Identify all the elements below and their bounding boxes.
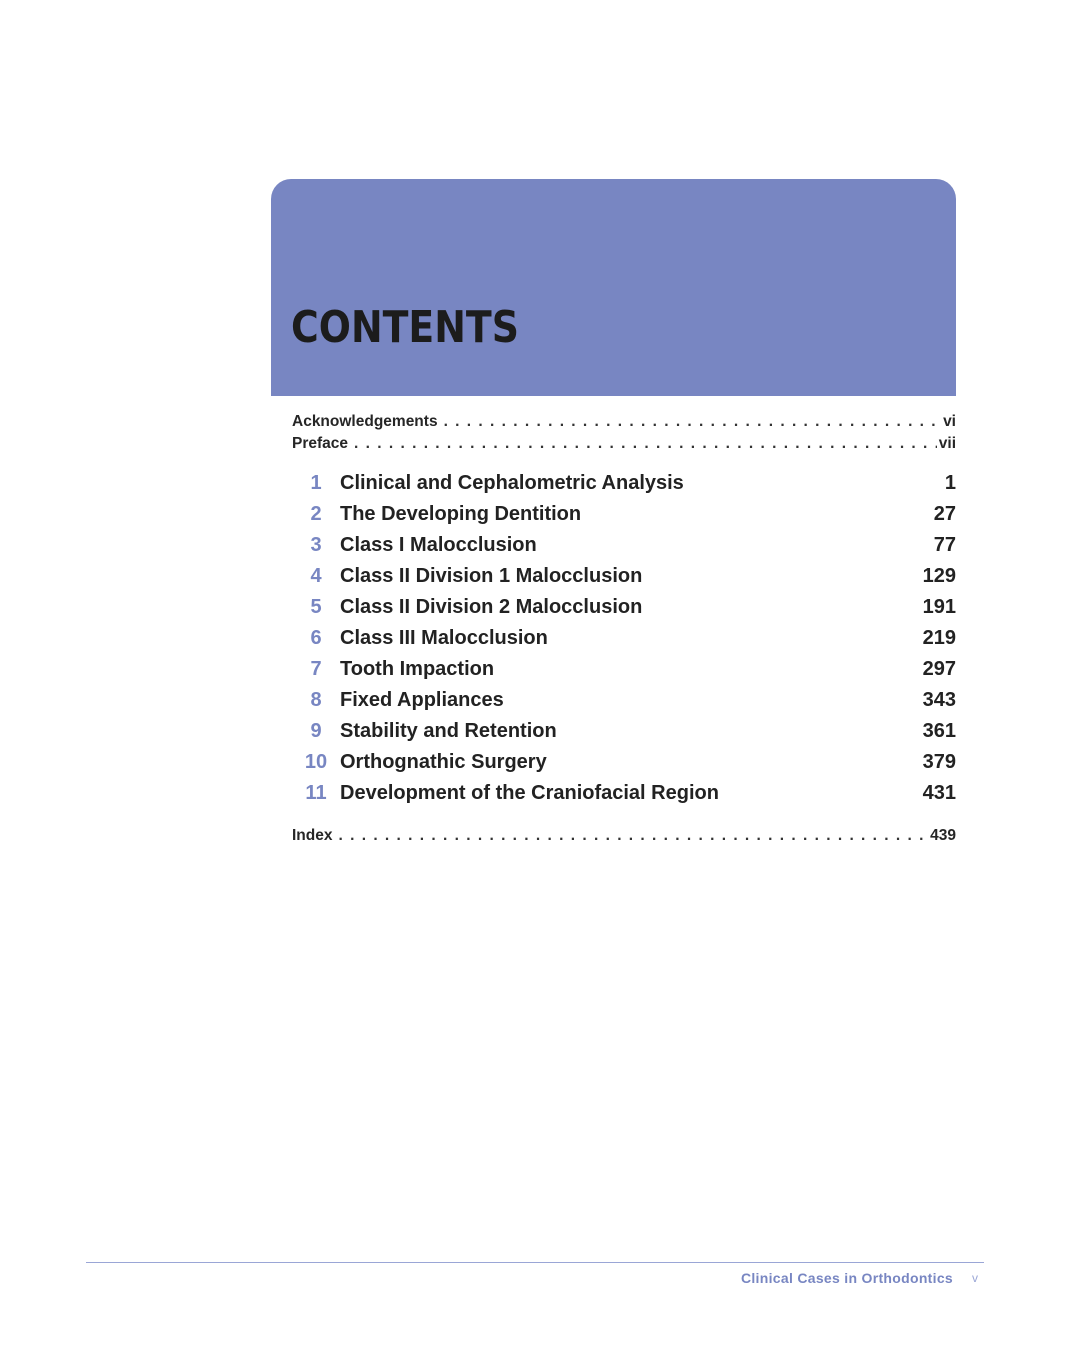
chapter-title: Orthognathic Surgery — [340, 751, 547, 773]
chapter-title: Class II Division 1 Malocclusion — [340, 565, 643, 587]
chapter-page: 77 — [933, 534, 956, 556]
chapter-row-11[interactable] — [292, 782, 956, 813]
back-matter-list — [292, 827, 956, 849]
chapter-page: 379 — [922, 751, 956, 773]
chapter-title: The Developing Dentition — [340, 503, 582, 525]
toc-entry-label: Acknowledgements — [292, 413, 438, 430]
chapter-page: 219 — [922, 627, 956, 649]
chapter-page: 297 — [922, 658, 956, 680]
chapter-row-2[interactable] — [292, 503, 956, 534]
chapter-page: 1 — [944, 472, 956, 494]
chapter-row-10[interactable] — [292, 751, 956, 782]
chapter-row-6[interactable] — [292, 627, 956, 658]
footer-page-number: v — [972, 1271, 978, 1285]
dot-leader — [338, 827, 928, 845]
chapter-number: 3 — [310, 534, 322, 556]
dot-leader — [444, 413, 942, 431]
chapter-title: Class II Division 2 Malocclusion — [340, 596, 643, 618]
chapter-title: Class III Malocclusion — [340, 627, 548, 649]
contents-header-banner — [271, 179, 956, 396]
chapter-title: Stability and Retention — [340, 720, 557, 742]
chapter-row-7[interactable] — [292, 658, 956, 689]
chapter-title: Fixed Appliances — [340, 689, 504, 711]
chapter-row-5[interactable] — [292, 596, 956, 627]
chapter-title: Class I Malocclusion — [340, 534, 537, 556]
chapter-number: 8 — [310, 689, 322, 711]
chapter-number: 2 — [310, 503, 322, 525]
dot-leader — [354, 435, 937, 453]
chapter-number: 6 — [310, 627, 322, 649]
chapter-number: 7 — [310, 658, 322, 680]
chapter-number: 5 — [310, 596, 322, 618]
chapter-page: 129 — [922, 565, 956, 587]
chapter-title: Tooth Impaction — [340, 658, 495, 680]
chapter-number: 4 — [310, 565, 322, 587]
toc-entry-label: Preface — [292, 435, 349, 452]
toc-entry-preface[interactable] — [292, 435, 956, 457]
toc-entry-acknowledgements[interactable] — [292, 413, 956, 435]
chapter-row-1[interactable] — [292, 472, 956, 503]
chapter-number: 1 — [310, 472, 322, 494]
chapter-title: Development of the Craniofacial Region — [340, 782, 719, 804]
chapter-row-3[interactable] — [292, 534, 956, 565]
chapter-row-4[interactable] — [292, 565, 956, 596]
chapter-page: 361 — [922, 720, 956, 742]
footer-book-title: Clinical Cases in Orthodontics — [740, 1270, 953, 1286]
chapter-number: 10 — [304, 751, 328, 773]
chapter-number: 9 — [310, 720, 322, 742]
front-matter-list — [292, 413, 956, 457]
chapter-row-8[interactable] — [292, 689, 956, 720]
chapter-list — [292, 472, 956, 813]
toc-entry-index[interactable] — [292, 827, 956, 849]
chapter-page: 343 — [922, 689, 956, 711]
chapter-number: 11 — [305, 782, 327, 804]
footer-divider — [86, 1262, 984, 1263]
chapter-title: Clinical and Cephalometric Analysis — [340, 472, 684, 494]
toc-entry-label: Index — [292, 827, 333, 844]
chapter-page: 27 — [933, 503, 956, 525]
toc-entry-page: vi — [943, 413, 956, 430]
chapter-page: 191 — [922, 596, 956, 618]
chapter-page: 431 — [922, 782, 956, 804]
page-title: CONTENTS — [291, 302, 520, 353]
chapter-row-9[interactable] — [292, 720, 956, 751]
toc-entry-page: 439 — [930, 827, 956, 844]
toc-entry-page: vii — [938, 435, 956, 452]
